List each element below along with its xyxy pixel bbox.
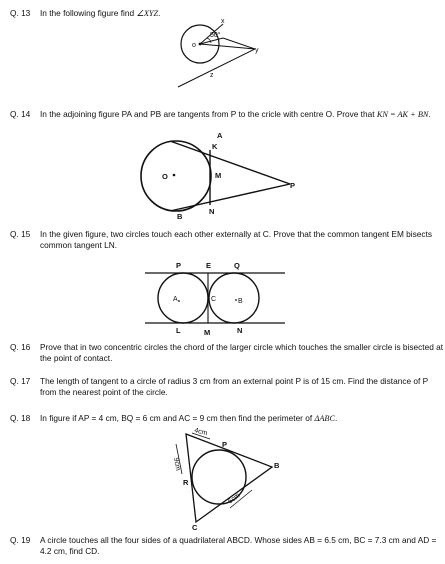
question-17 bbox=[10, 376, 445, 398]
label-z: z bbox=[210, 72, 214, 79]
math-expression: ∠XYZ bbox=[136, 9, 159, 18]
label-q: Q bbox=[234, 261, 240, 270]
question-13 bbox=[10, 8, 160, 19]
label-angle: 50° bbox=[210, 32, 221, 39]
question-number: Q. 17 bbox=[10, 376, 31, 386]
question-number: Q. 16 bbox=[10, 342, 31, 352]
label-r: R bbox=[183, 478, 189, 487]
question-tail: . bbox=[335, 413, 338, 423]
label-p: P bbox=[290, 181, 296, 190]
label-m: M bbox=[215, 171, 222, 180]
label-4cm: 4cm bbox=[193, 427, 209, 438]
label-b: B bbox=[238, 298, 243, 305]
figure-18 bbox=[170, 427, 285, 532]
label-n: N bbox=[209, 207, 215, 216]
label-b: B bbox=[274, 461, 280, 470]
label-y: y bbox=[255, 47, 259, 54]
question-text bbox=[40, 413, 337, 424]
question-text: Prove that in two concentric circles the chord of the larger circle which touches the smaller circle is bisected at the point of contact. bbox=[40, 342, 444, 364]
label-p: P bbox=[176, 261, 182, 270]
question-text bbox=[40, 8, 160, 19]
figure-13 bbox=[165, 18, 275, 104]
label-l: L bbox=[176, 326, 181, 335]
question-number: Q. 19 bbox=[10, 535, 31, 545]
label-c: C bbox=[192, 523, 198, 532]
label-b: B bbox=[177, 212, 183, 221]
question-body: In figure if AP = 4 cm, BQ = 6 cm and AC = 9 cm then find the perimeter of bbox=[40, 413, 315, 423]
math-expression: KN = AK + BN bbox=[376, 110, 429, 119]
label-p: P bbox=[222, 440, 228, 449]
label-x: x bbox=[221, 18, 225, 25]
question-15 bbox=[10, 229, 445, 251]
question-14 bbox=[10, 109, 431, 120]
question-16 bbox=[10, 342, 445, 364]
question-text: A circle touches all the four sides of a quadrilateral ABCD. Whose sides AB = 6.5 cm, BC = 7.3 cm and AD = 4.2 cm, find CD. bbox=[40, 535, 437, 557]
question-number: Q. 13 bbox=[10, 8, 31, 18]
question-body: In the following figure find bbox=[40, 8, 137, 18]
math-expression: ΔABC bbox=[314, 414, 336, 423]
label-m: M bbox=[204, 328, 211, 337]
label-n: N bbox=[237, 326, 243, 335]
question-text: In the given figure, two circles touch each other externally at C. Prove that the common tangent EM bisects common tangent LN. bbox=[40, 229, 432, 251]
label-o: o bbox=[192, 42, 196, 49]
question-19 bbox=[10, 535, 445, 557]
question-tail: . bbox=[158, 8, 161, 18]
label-a: A bbox=[217, 131, 223, 140]
question-18 bbox=[10, 413, 337, 424]
question-tail: . bbox=[428, 109, 431, 119]
label-6cm: 6cm bbox=[226, 491, 242, 506]
question-number: Q. 18 bbox=[10, 413, 31, 423]
label-o: O bbox=[162, 172, 168, 181]
label-9cm: 9cm bbox=[172, 457, 182, 472]
figure-14 bbox=[140, 130, 310, 225]
label-e: E bbox=[206, 261, 212, 270]
question-body: In the adjoining figure PA and PB are tangents from P to the cricle with centre O. Prove that bbox=[40, 109, 377, 119]
question-number: Q. 14 bbox=[10, 109, 31, 119]
question-text bbox=[40, 109, 431, 120]
label-c: C bbox=[211, 296, 217, 303]
label-k: K bbox=[212, 142, 218, 151]
question-number: Q. 15 bbox=[10, 229, 31, 239]
question-text: The length of tangent to a circle of radius 3 cm from an external point P is of 15 cm. Find the distance of P from the nearest point of the circle. bbox=[40, 376, 429, 398]
label-a: A bbox=[173, 296, 178, 303]
figure-15 bbox=[140, 258, 290, 338]
